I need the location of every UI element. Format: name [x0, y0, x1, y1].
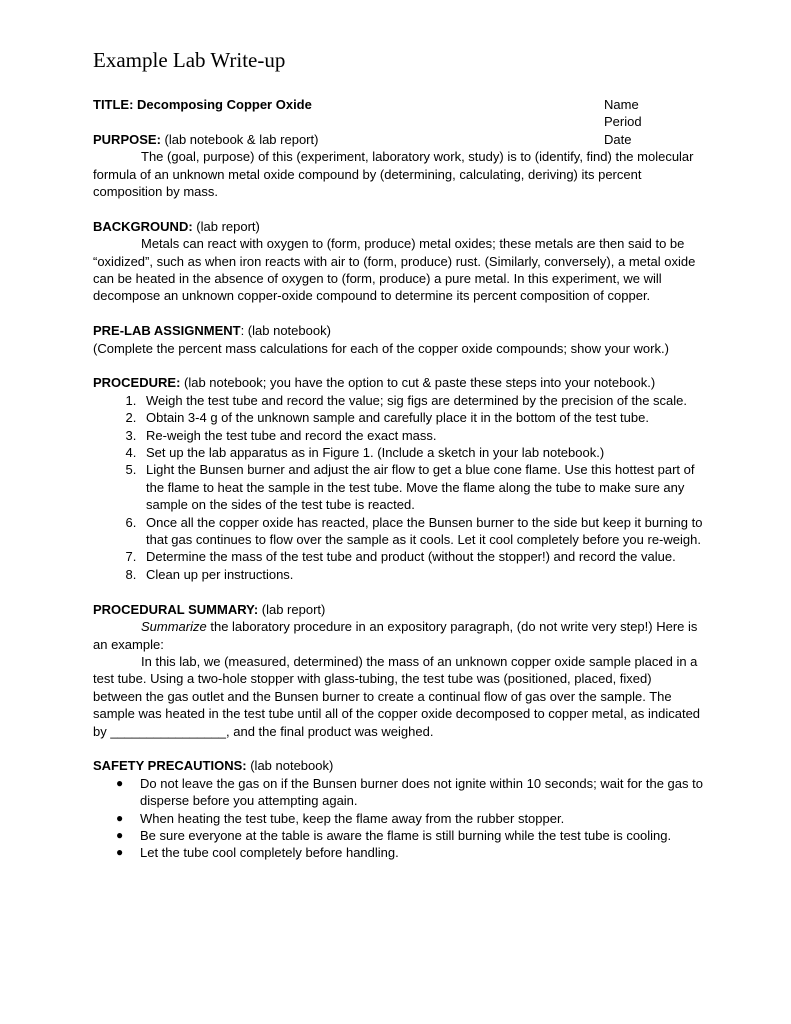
name-label: Name: [604, 97, 639, 112]
procedure-step: 4. Set up the lab apparatus as in Figure 1. (Include a sketch in your lab notebook.): [140, 444, 703, 461]
procedure-steps: [93, 392, 703, 583]
procedure-step: 8. Clean up per instructions.: [140, 566, 703, 583]
period-label: Period: [604, 114, 642, 130]
lab-title: TITLE: Decomposing Copper Oxide: [93, 97, 312, 112]
safety-item: [116, 775, 703, 810]
safety-section: [93, 757, 703, 861]
background-section: [93, 218, 703, 305]
safety-heading: SAFETY PRECAUTIONS:: [93, 758, 247, 774]
safety-item: [116, 827, 703, 844]
document-title: Example Lab Write-up: [93, 48, 286, 72]
fill-in-blank: ________________: [110, 723, 227, 739]
safety-item-text: Do not leave the gas on if the Bunsen burner does not ignite within 10 seconds; wait for the gas to disperse before you attempting again.: [140, 775, 703, 809]
prelab-heading-line: [93, 322, 703, 339]
procedure-step: 5. Light the Bunsen burner and adjust the air flow to get a blue cone flame. Use this hottest part of the flame to heat the sample in the test tube. Move the flame along the tube to make sure any sample on the sides of the test tube is reacted.: [140, 461, 703, 513]
background-heading: BACKGROUND:: [93, 218, 193, 234]
summary-section: [93, 601, 703, 740]
safety-item: [116, 844, 703, 861]
bullet-icon: ●: [116, 827, 124, 842]
procedure-note: (lab notebook; you have the option to cut & paste these steps into your notebook.): [180, 375, 656, 391]
safety-heading-line: [93, 757, 703, 774]
date-label: Date: [604, 131, 632, 147]
safety-note: (lab notebook): [246, 758, 334, 774]
safety-item: [116, 810, 703, 827]
student-info-block: [604, 96, 642, 148]
summary-note: (lab report): [258, 601, 326, 617]
procedure-step: 7. Determine the mass of the test tube and product (without the stopper!) and record the value.: [140, 548, 703, 565]
summary-intro-rest: the laboratory procedure in an expository paragraph, (do not write very step!) Here is an example:: [93, 619, 698, 652]
procedure-step: 3. Re-weigh the test tube and record the exact mass.: [140, 427, 703, 444]
procedure-step: 1. Weigh the test tube and record the value; sig figs are determined by the precision of the scale.: [140, 392, 703, 409]
prelab-body: (Complete the percent mass calculations for each of the copper oxide compounds; show your work.): [93, 340, 669, 356]
safety-item-text: Be sure everyone at the table is aware the flame is still burning while the test tube is cooling.: [140, 827, 672, 843]
procedure-step: 6. Once all the copper oxide has reacted, place the Bunsen burner to the side but keep it burning to that gas continues to flow over the sample as it cools. Let it cool completely before you re-weigh.: [140, 514, 703, 549]
prelab-note: : (lab notebook): [240, 323, 331, 339]
safety-item-text: Let the tube cool completely before handling.: [140, 845, 399, 861]
procedure-section: [93, 374, 703, 583]
purpose-body: The (goal, purpose) of this (experiment, laboratory work, study) is to (identify, find) the molecular formula of an unknown metal oxide compound by (determining, calculating, deriving) its percent composition by mass.: [93, 149, 694, 199]
summary-intro-emphasis: Summarize: [141, 619, 207, 635]
summary-heading-line: [93, 601, 703, 618]
prelab-heading: PRE-LAB ASSIGNMENT: [93, 323, 241, 339]
background-note: (lab report): [192, 218, 260, 234]
summary-example: [93, 653, 703, 740]
purpose-heading: PURPOSE:: [93, 131, 161, 147]
bullet-icon: ●: [116, 845, 124, 860]
safety-list: [93, 775, 703, 862]
safety-item-text: When heating the test tube, keep the flame away from the rubber stopper.: [140, 810, 565, 826]
summary-example-part2: , and the final product was weighed.: [226, 723, 434, 739]
prelab-section: [93, 322, 703, 357]
procedure-step: 2. Obtain 3-4 g of the unknown sample and carefully place it in the bottom of the test tube.: [140, 409, 703, 426]
procedure-heading-line: [93, 374, 703, 391]
bullet-icon: ●: [116, 775, 124, 790]
summary-heading: PROCEDURAL SUMMARY:: [93, 601, 259, 617]
summary-intro: [93, 618, 703, 653]
background-heading-line: [93, 218, 703, 235]
document-body: [93, 96, 703, 862]
summary-example-part1: In this lab, we (measured, determined) the mass of an unknown copper oxide sample placed in a test tube. Using a two-hole stopper with glass-tubing, the test tube was (positioned, placed, fixed) between the gas outlet and the Bunsen burner to create a continual flow of gas over the sample. The sample was heated in the test tube until all of the copper oxide decomposed to copper metal, as indicated by: [93, 653, 701, 739]
procedure-heading: PROCEDURE:: [93, 375, 181, 391]
bullet-icon: ●: [116, 810, 124, 825]
background-body: Metals can react with oxygen to (form, produce) metal oxides; these metals are then said to be “oxidized”, such as when iron reacts with air to (form, produce) rust. (Similarly, conversely), a metal oxide can be heated in the absence of oxygen to (form, produce) a pure metal. In this experiment, we will decompose an unknown copper-oxide compound to determine its percent composition of copper.: [93, 236, 696, 304]
purpose-note: (lab notebook & lab report): [160, 131, 319, 147]
